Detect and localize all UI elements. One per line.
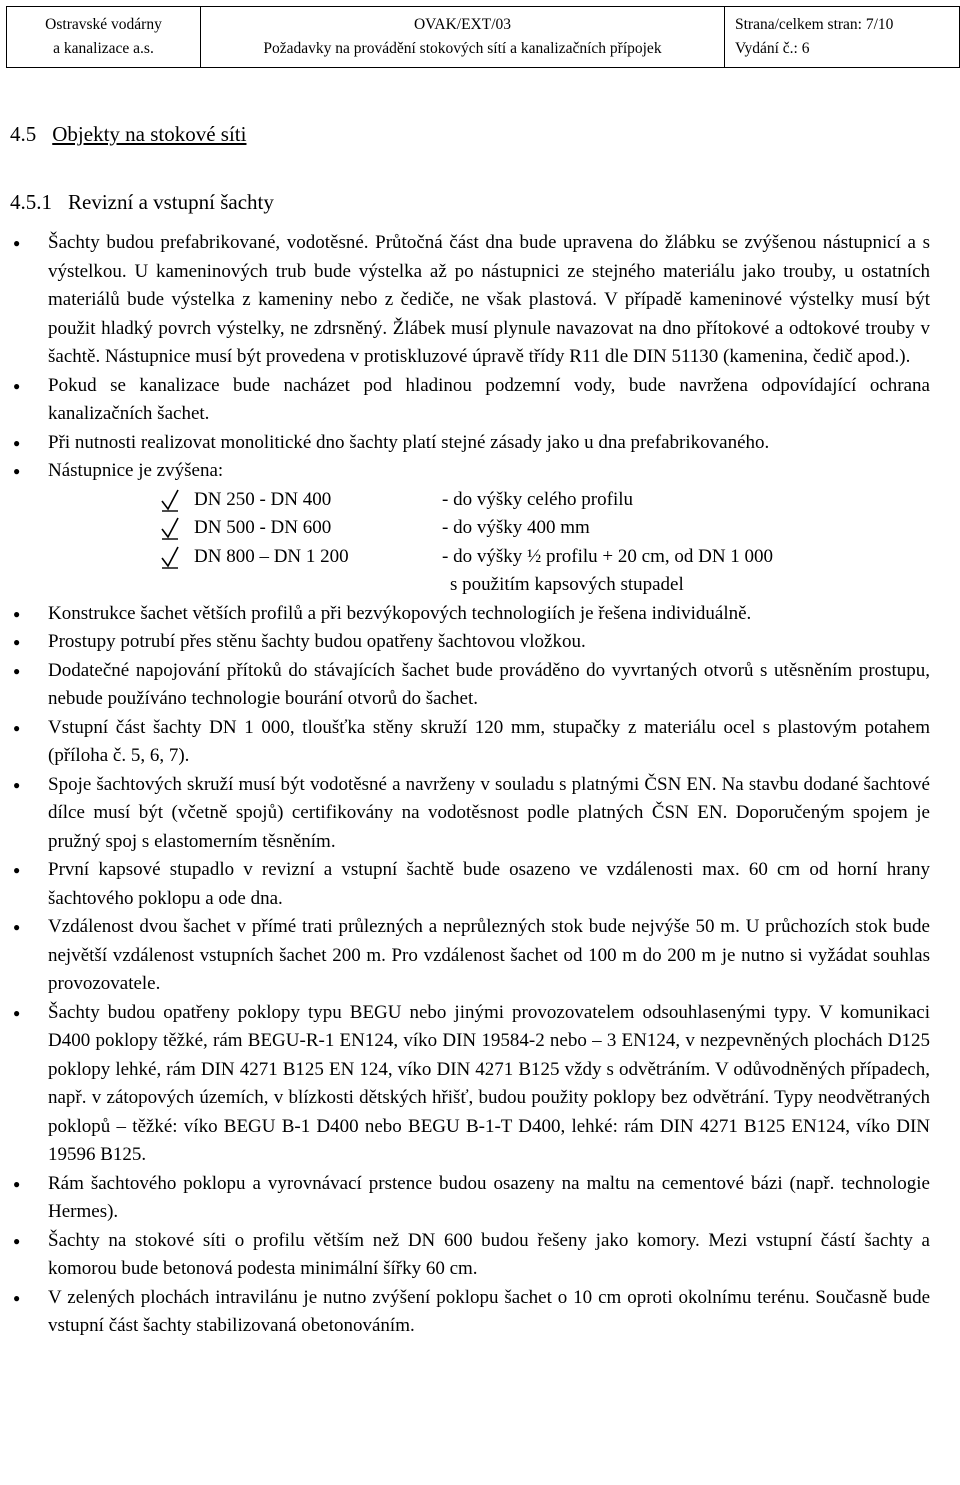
elevation-continuation: s použitím kapsových stupadel	[450, 574, 684, 595]
list-item: ● Rám šachtového poklopu a vyrovnávací prstence budou osazeny na maltu na cementové bázi (např. technologie Hermes).	[10, 1170, 930, 1227]
section-heading	[10, 121, 246, 147]
subsection-number: 4.5.1	[10, 190, 52, 214]
list-item-elevation	[10, 457, 930, 600]
list-item: ● Vstupní část šachty DN 1 000, tloušťka stěny skruží 120 mm, stupačky z materiálu ocel s plastovým potahem (příloha č. 5, 6, 7).	[10, 714, 930, 771]
subsection-heading	[10, 189, 274, 215]
requirements-list	[10, 229, 930, 1341]
list-item: ● Konstrukce šachet větších profilů a při bezvýkopových technologiích je řešena individuálně.	[10, 600, 930, 629]
company-name-line2: a kanalizace a.s.	[53, 40, 154, 57]
list-item: ● V zelených plochách intravilánu je nutno zvýšení poklopu šachet o 10 cm oproti okolnímu terénu. Současně bude vstupní část šachty stabilizovaná obetonováním.	[10, 1284, 930, 1341]
checkmark-bullet-icon	[160, 515, 180, 541]
header-page-info	[725, 7, 959, 67]
list-item: ● Prostupy potrubí přes stěnu šachty budou opatřeny šachtovou vložkou.	[10, 628, 930, 657]
list-item: ● Šachty budou opatřeny poklopy typu BEGU nebo jinými provozovatelem odsouhlasenými typy. V komunikaci D400 poklopy těžké, rám BEGU-R-1 EN124, víko DIN 19584-2 nebo – 3 EN124, v nezpevněných plochách D125 poklopy lehké, rám DIN 4271 B125 EN 124, víko DIN 4271 B125 vždy s odvětráním. V odůvodněných případech, např. v zátopových územích, v blízkosti dětských hřišť, budou použity poklopy bez odvětrání. Typy neodvětraných poklopů – těžké: víko BEGU B-1 D400 nebo BEGU B-1-T D400, lehké: rám DIN 4271 B125 EN124, víko DIN 19596 B125.	[10, 999, 930, 1170]
elevation-table	[48, 486, 930, 600]
edition-number: Vydání č.: 6	[735, 40, 810, 57]
header-document	[201, 7, 725, 67]
section-title: Objekty na stokové síti	[52, 122, 247, 146]
list-item: ● Dodatečné napojování přítoků do stávajících šachet bude prováděno do vyvrtaných otvorů s utěsněním prostupu, nebude používáno technologie bourání otvorů do šachet.	[10, 657, 930, 714]
elevation-desc: - do výšky ½ profilu + 20 cm, od DN 1 000	[442, 545, 774, 567]
list-item: ● Pokud se kanalizace bude nacházet pod hladinou podzemní vody, bude navržena odpovídající ochrana kanalizačních šachet.	[10, 372, 930, 429]
elevation-row	[48, 514, 930, 543]
elevation-dn: DN 800 – DN 1 200	[194, 545, 349, 567]
list-item: ● Šachty na stokové síti o profilu větším než DN 600 budou řešeny jako komory. Mezi vstupní částí šachty a komorou bude betonová podesta minimální šířky 60 cm.	[10, 1227, 930, 1284]
elevation-desc: - do výšky 400 mm	[442, 517, 590, 538]
elevation-row	[48, 486, 930, 515]
header-company	[7, 7, 201, 67]
document-code: OVAK/EXT/03	[413, 16, 512, 33]
elevation-desc: - do výšky celého profilu	[442, 488, 634, 510]
document-title: Požadavky na provádění stokových sítí a kanalizačních přípojek	[263, 40, 662, 57]
checkmark-bullet-icon	[160, 487, 180, 513]
elevation-dn: DN 250 - DN 400	[194, 488, 332, 510]
elevation-dn: DN 500 - DN 600	[194, 517, 332, 538]
list-item: ● Spoje šachtových skruží musí být vodotěsné a navrženy v souladu s platnými ČSN EN. Na stavbu dodané šachtové dílce musí být (včetně spojů) certifikovány na vodotěsnost podle platných ČSN EN. Doporučeným spojem je pružný spoj s elastomerním těsněním.	[10, 771, 930, 857]
list-item: ● Šachty budou prefabrikované, vodotěsné. Průtočná část dna bude upravena do žlábku se zvýšenou nástupnicí a s výstelkou. U kameninových trub bude výstelka až po nástupnici ze stejného materiálu jako trouby, u ostatních materiálů bude výstelka z kameniny nebo z čediče, ne však plastová. V případě kameninové výstelky musí být použit hladký povrch výstelky, ne zdrsněný. Žlábek musí plynule navazovat na dno přítokové a odtokové trouby v šachtě. Nástupnice musí být provedena v protiskluzové úpravě třídy R11 dle DIN 51130 (kamenina, čedič apod.).	[10, 229, 930, 372]
elevation-intro: ● Nástupnice je zvýšena:	[48, 460, 224, 481]
list-item: ● První kapsové stupadlo v revizní a vstupní šachtě bude osazeno ve vzdálenosti max. 60 cm od horní hrany šachtového poklopu a ode dna.	[10, 856, 930, 913]
company-name-line1: Ostravské vodárny	[45, 16, 162, 33]
list-item: ● Vzdálenost dvou šachet v přímé trati průlezných a neprůlezných stok bude nejvýše 50 m. U průchozích stok bude největší vzdálenost vstupních šachet 200 m. Pro vzdálenost šachet od 100 m do 200 m je nutno si vyžádat souhlas provozovatele.	[10, 913, 930, 999]
list-item: ● Při nutnosti realizovat monolitické dno šachty platí stejné zásady jako u dna prefabrikovaného.	[10, 429, 930, 458]
checkmark-bullet-icon	[160, 544, 180, 570]
section-number: 4.5	[10, 122, 37, 146]
subsection-title: Revizní a vstupní šachty	[68, 190, 274, 214]
document-header	[6, 6, 960, 68]
elevation-row	[48, 543, 930, 572]
page-counter: Strana/celkem stran: 7/10	[735, 16, 894, 33]
